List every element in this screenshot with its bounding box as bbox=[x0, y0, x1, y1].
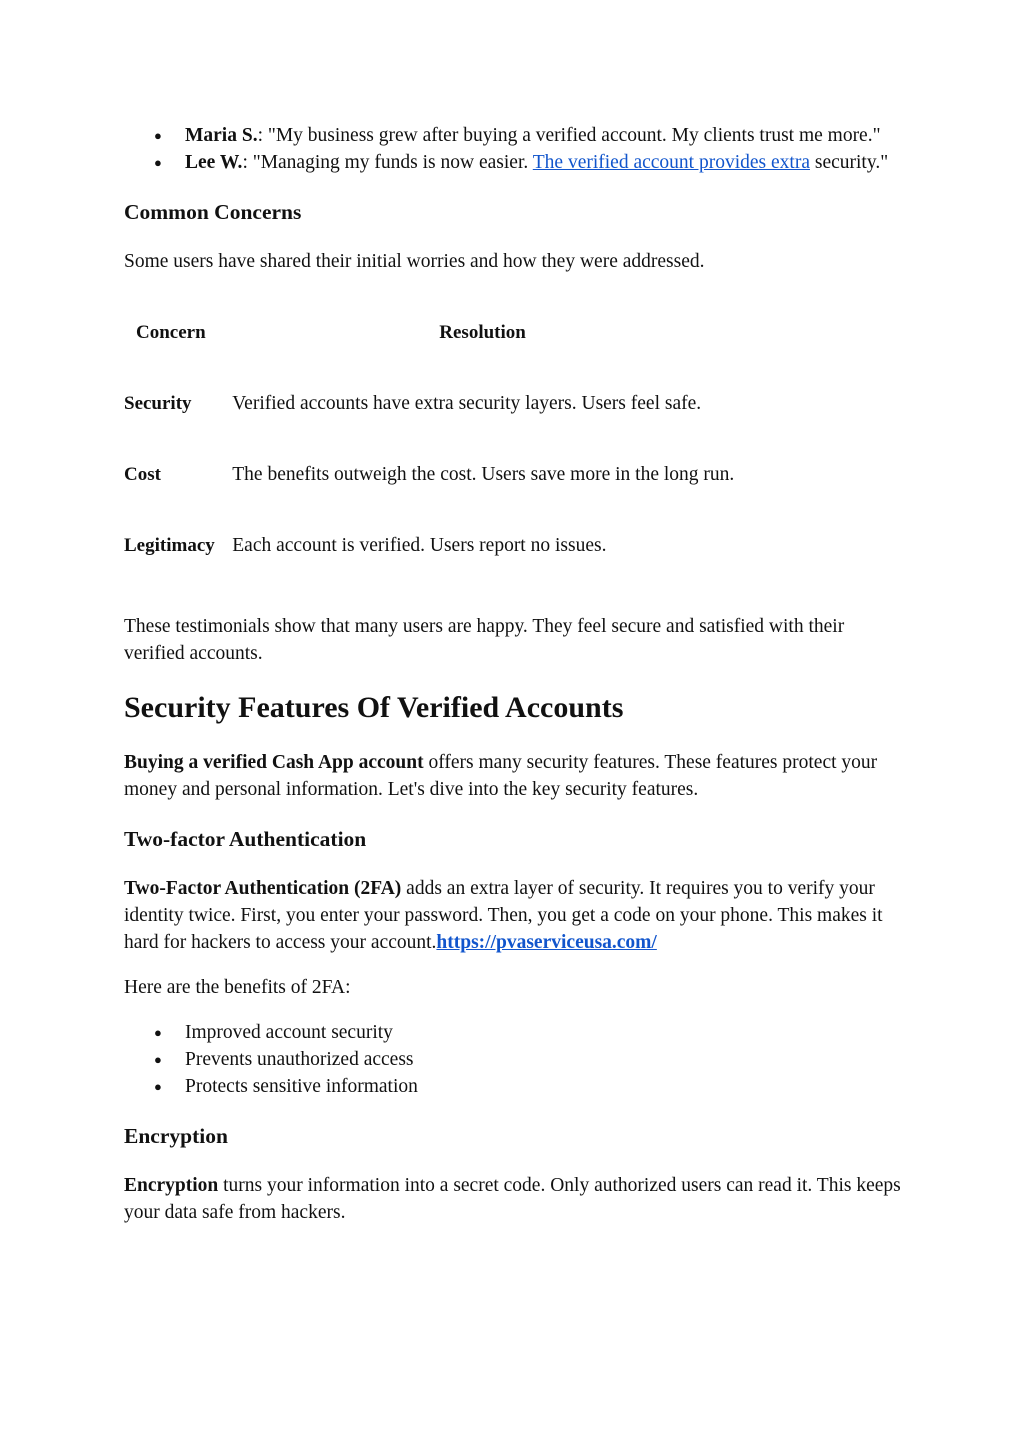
benefits-list bbox=[124, 1019, 904, 1100]
table-row bbox=[124, 390, 904, 461]
list-item: ● Protects sensitive information bbox=[185, 1073, 904, 1100]
concern-cell: Legitimacy bbox=[124, 535, 215, 556]
list-item bbox=[185, 122, 904, 149]
testimonial-text-end: security." bbox=[809, 152, 889, 173]
benefits-intro: Here are the benefits of 2FA: bbox=[124, 977, 351, 998]
resolution-cell: The benefits outweigh the cost. Users save more in the long run. bbox=[232, 464, 735, 485]
table-row bbox=[124, 461, 904, 532]
two-factor-bold: Two-Factor Authentication (2FA) bbox=[124, 878, 402, 899]
resolution-cell: Each account is verified. Users report no issues. bbox=[232, 535, 607, 556]
two-factor-paragraph bbox=[124, 875, 904, 956]
security-features-heading: Security Features Of Verified Accounts bbox=[124, 691, 624, 724]
resolution-cell: Verified accounts have extra security layers. Users feel safe. bbox=[232, 393, 702, 414]
security-features-intro-bold: Buying a verified Cash App account bbox=[124, 752, 424, 773]
security-features-intro bbox=[124, 749, 904, 803]
encryption-text: turns your information into a secret code. Only authorized users can read it. This keeps your data safe from hackers. bbox=[124, 1175, 901, 1223]
testimonial-name: Maria S. bbox=[185, 125, 258, 146]
concern-cell: Cost bbox=[124, 464, 161, 485]
table-header-row bbox=[124, 319, 904, 390]
list-item bbox=[185, 149, 904, 176]
two-factor-text: adds an extra layer of security. It requires you to verify your identity twice. First, you enter your password. Then, you get a code on your phone. This makes it hard for hackers to access your account. bbox=[124, 878, 883, 953]
two-factor-heading: Two-factor Authentication bbox=[124, 827, 367, 851]
document-page bbox=[124, 122, 904, 1226]
table-row bbox=[124, 532, 904, 603]
list-item: ● Improved account security bbox=[185, 1019, 904, 1046]
testimonial-name: Lee W. bbox=[185, 152, 243, 173]
testimonial-list bbox=[124, 122, 904, 176]
encryption-heading: Encryption bbox=[124, 1124, 228, 1148]
common-concerns-intro: Some users have shared their initial worries and how they were addressed. bbox=[124, 251, 705, 272]
table-header-resolution: Resolution bbox=[439, 322, 526, 343]
testimonials-summary: These testimonials show that many users are happy. They feel secure and satisfied with their verified accounts. bbox=[124, 616, 845, 664]
testimonial-text: : "Managing my funds is now easier. bbox=[242, 152, 533, 173]
security-features-intro-text: offers many security features. These features protect your money and personal information. Let's dive into the key security features. bbox=[124, 752, 878, 800]
table-header-concern: Concern bbox=[136, 322, 206, 343]
concern-cell: Security bbox=[124, 393, 192, 414]
common-concerns-heading: Common Concerns bbox=[124, 200, 302, 224]
encryption-bold: Encryption bbox=[124, 1175, 219, 1196]
encryption-paragraph bbox=[124, 1172, 904, 1226]
testimonial-link[interactable]: The verified account provides extra bbox=[532, 152, 810, 173]
pvaserviceusa-link[interactable]: https://pvaserviceusa.com/ bbox=[436, 932, 657, 953]
testimonial-text: : "My business grew after buying a verified account. My clients trust me more." bbox=[257, 125, 881, 146]
concerns-table bbox=[124, 319, 904, 603]
list-item: ● Prevents unauthorized access bbox=[185, 1046, 904, 1073]
